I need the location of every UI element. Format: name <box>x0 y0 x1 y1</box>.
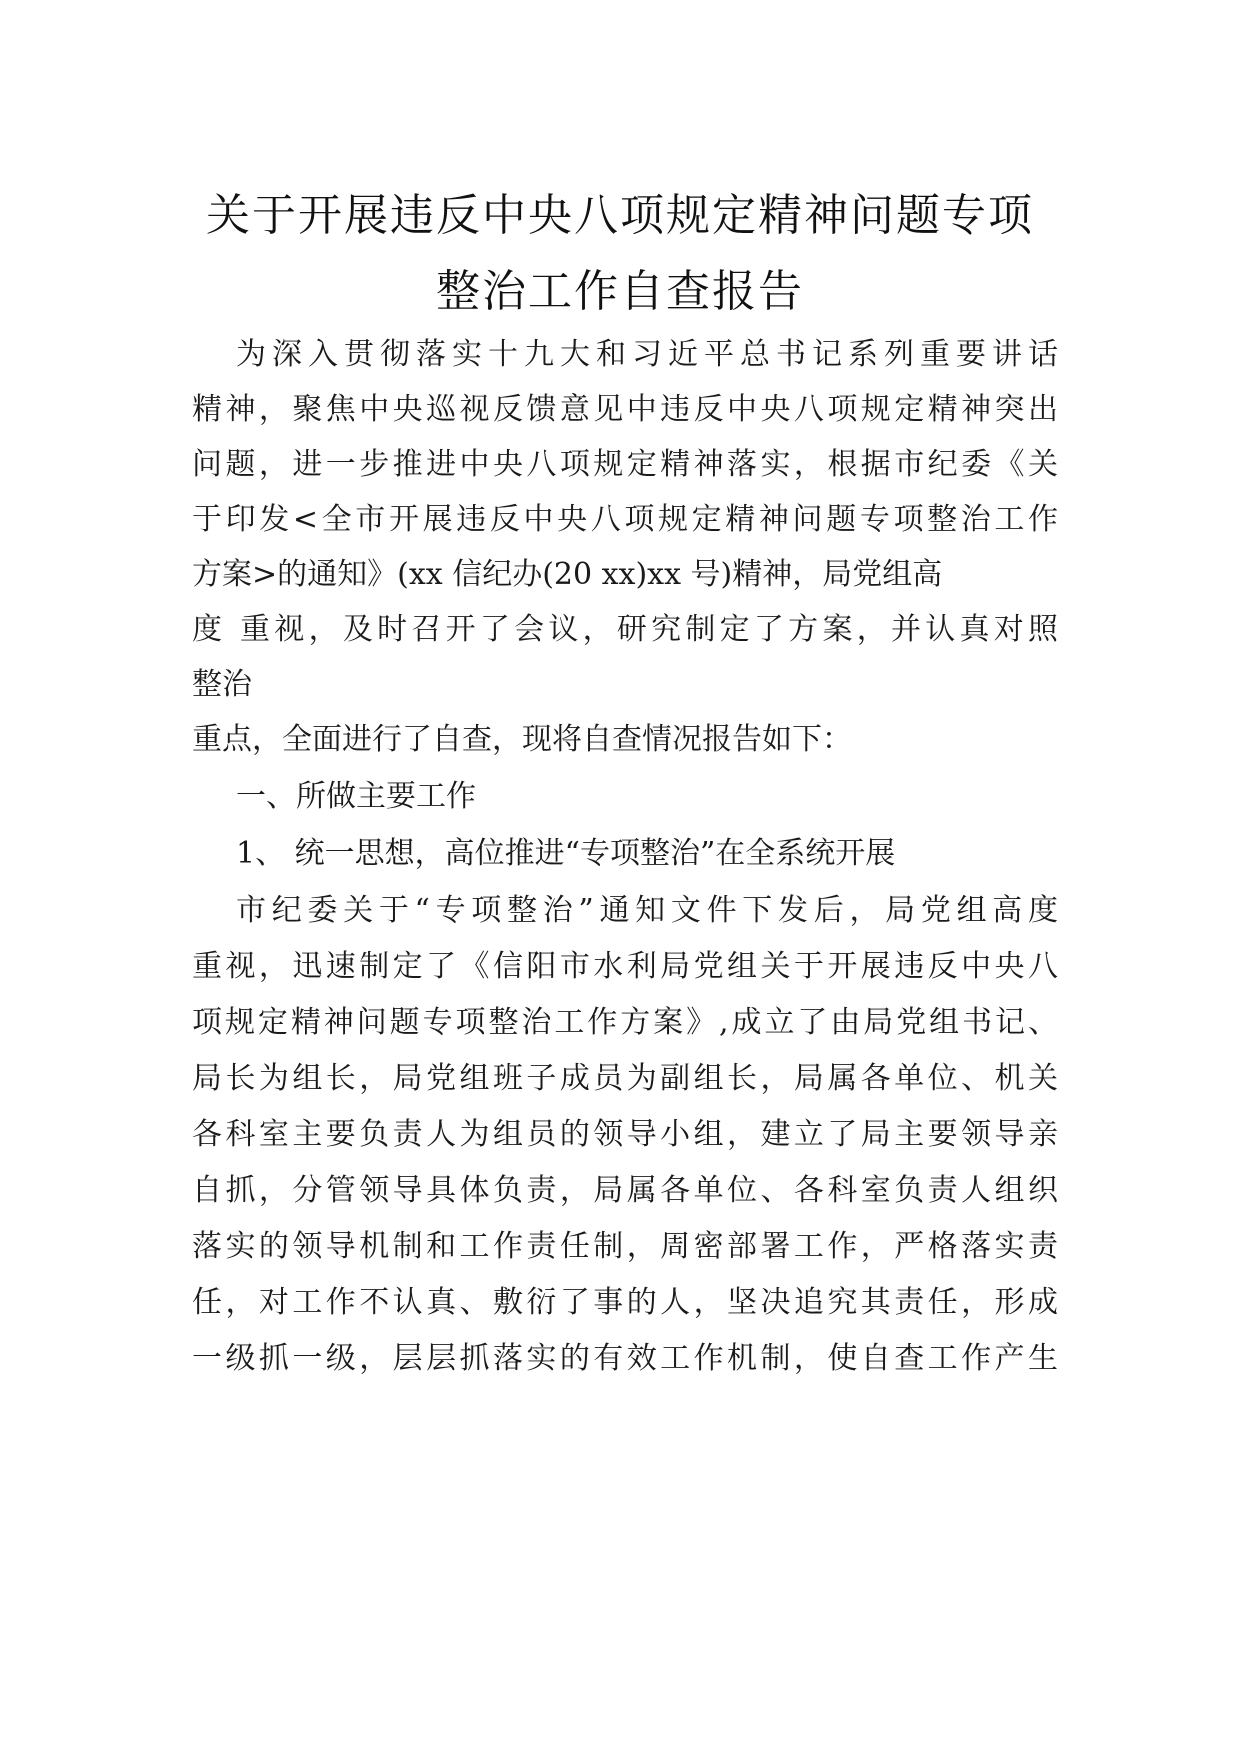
paragraph-line: 重点，全面进行了自查，现将自查情况报告如下： <box>192 722 852 757</box>
paragraph-line: 局长为组长，局党组班子成员为副组长，局属各单位、机关 <box>192 1061 1058 1096</box>
paragraph-line: 为深入贯彻落实十九大和习近平总书记系列重要讲话 <box>236 337 1058 372</box>
paragraph-line: 项规定精神问题专项整治工作方案》,成立了由局党组书记、 <box>192 1005 1058 1040</box>
paragraph-line: 整治 <box>192 667 252 702</box>
document-title-line-2: 整治工作自查报告 <box>436 266 804 317</box>
paragraph-line: 于印发<全市开展违反中央八项规定精神问题专项整治工作 <box>192 502 1058 537</box>
paragraph-line: 度 重视，及时召开了会议，研究制定了方案，并认真对照 <box>192 612 1058 647</box>
paragraph-line: 重视，迅速制定了《信阳市水利局党组关于开展违反中央八 <box>192 949 1058 984</box>
paragraph-line: 问题，进一步推进中央八项规定精神落实，根据市纪委《关 <box>192 447 1058 482</box>
paragraph-line: 精神，聚焦中央巡视反馈意见中违反中央八项规定精神突出 <box>192 392 1058 427</box>
paragraph-line: 自抓，分管领导具体负责，局属各单位、各科室负责人组织 <box>192 1173 1058 1208</box>
paragraph-line: 方案>的通知》(xx 信纪办(20 xx)xx 号)精神，局党组高 <box>192 557 943 592</box>
paragraph-line: 市纪委关于“专项整治”通知文件下发后，局党组高度 <box>236 893 1058 928</box>
section-heading: 一、所做主要工作 <box>236 779 476 814</box>
document-title-line-1: 关于开展违反中央八项规定精神问题专项 <box>206 190 1034 241</box>
paragraph-line: 落实的领导机制和工作责任制，周密部署工作，严格落实责 <box>192 1229 1058 1264</box>
subsection-heading: 1、 统一思想，高位推进“专项整治”在全系统开展 <box>236 836 896 871</box>
paragraph-line: 一级抓一级，层层抓落实的有效工作机制，使自查工作产生 <box>192 1341 1058 1376</box>
paragraph-line: 各科室主要负责人为组员的领导小组，建立了局主要领导亲 <box>192 1117 1058 1152</box>
paragraph-line: 任，对工作不认真、敷衍了事的人，坚决追究其责任，形成 <box>192 1285 1058 1320</box>
